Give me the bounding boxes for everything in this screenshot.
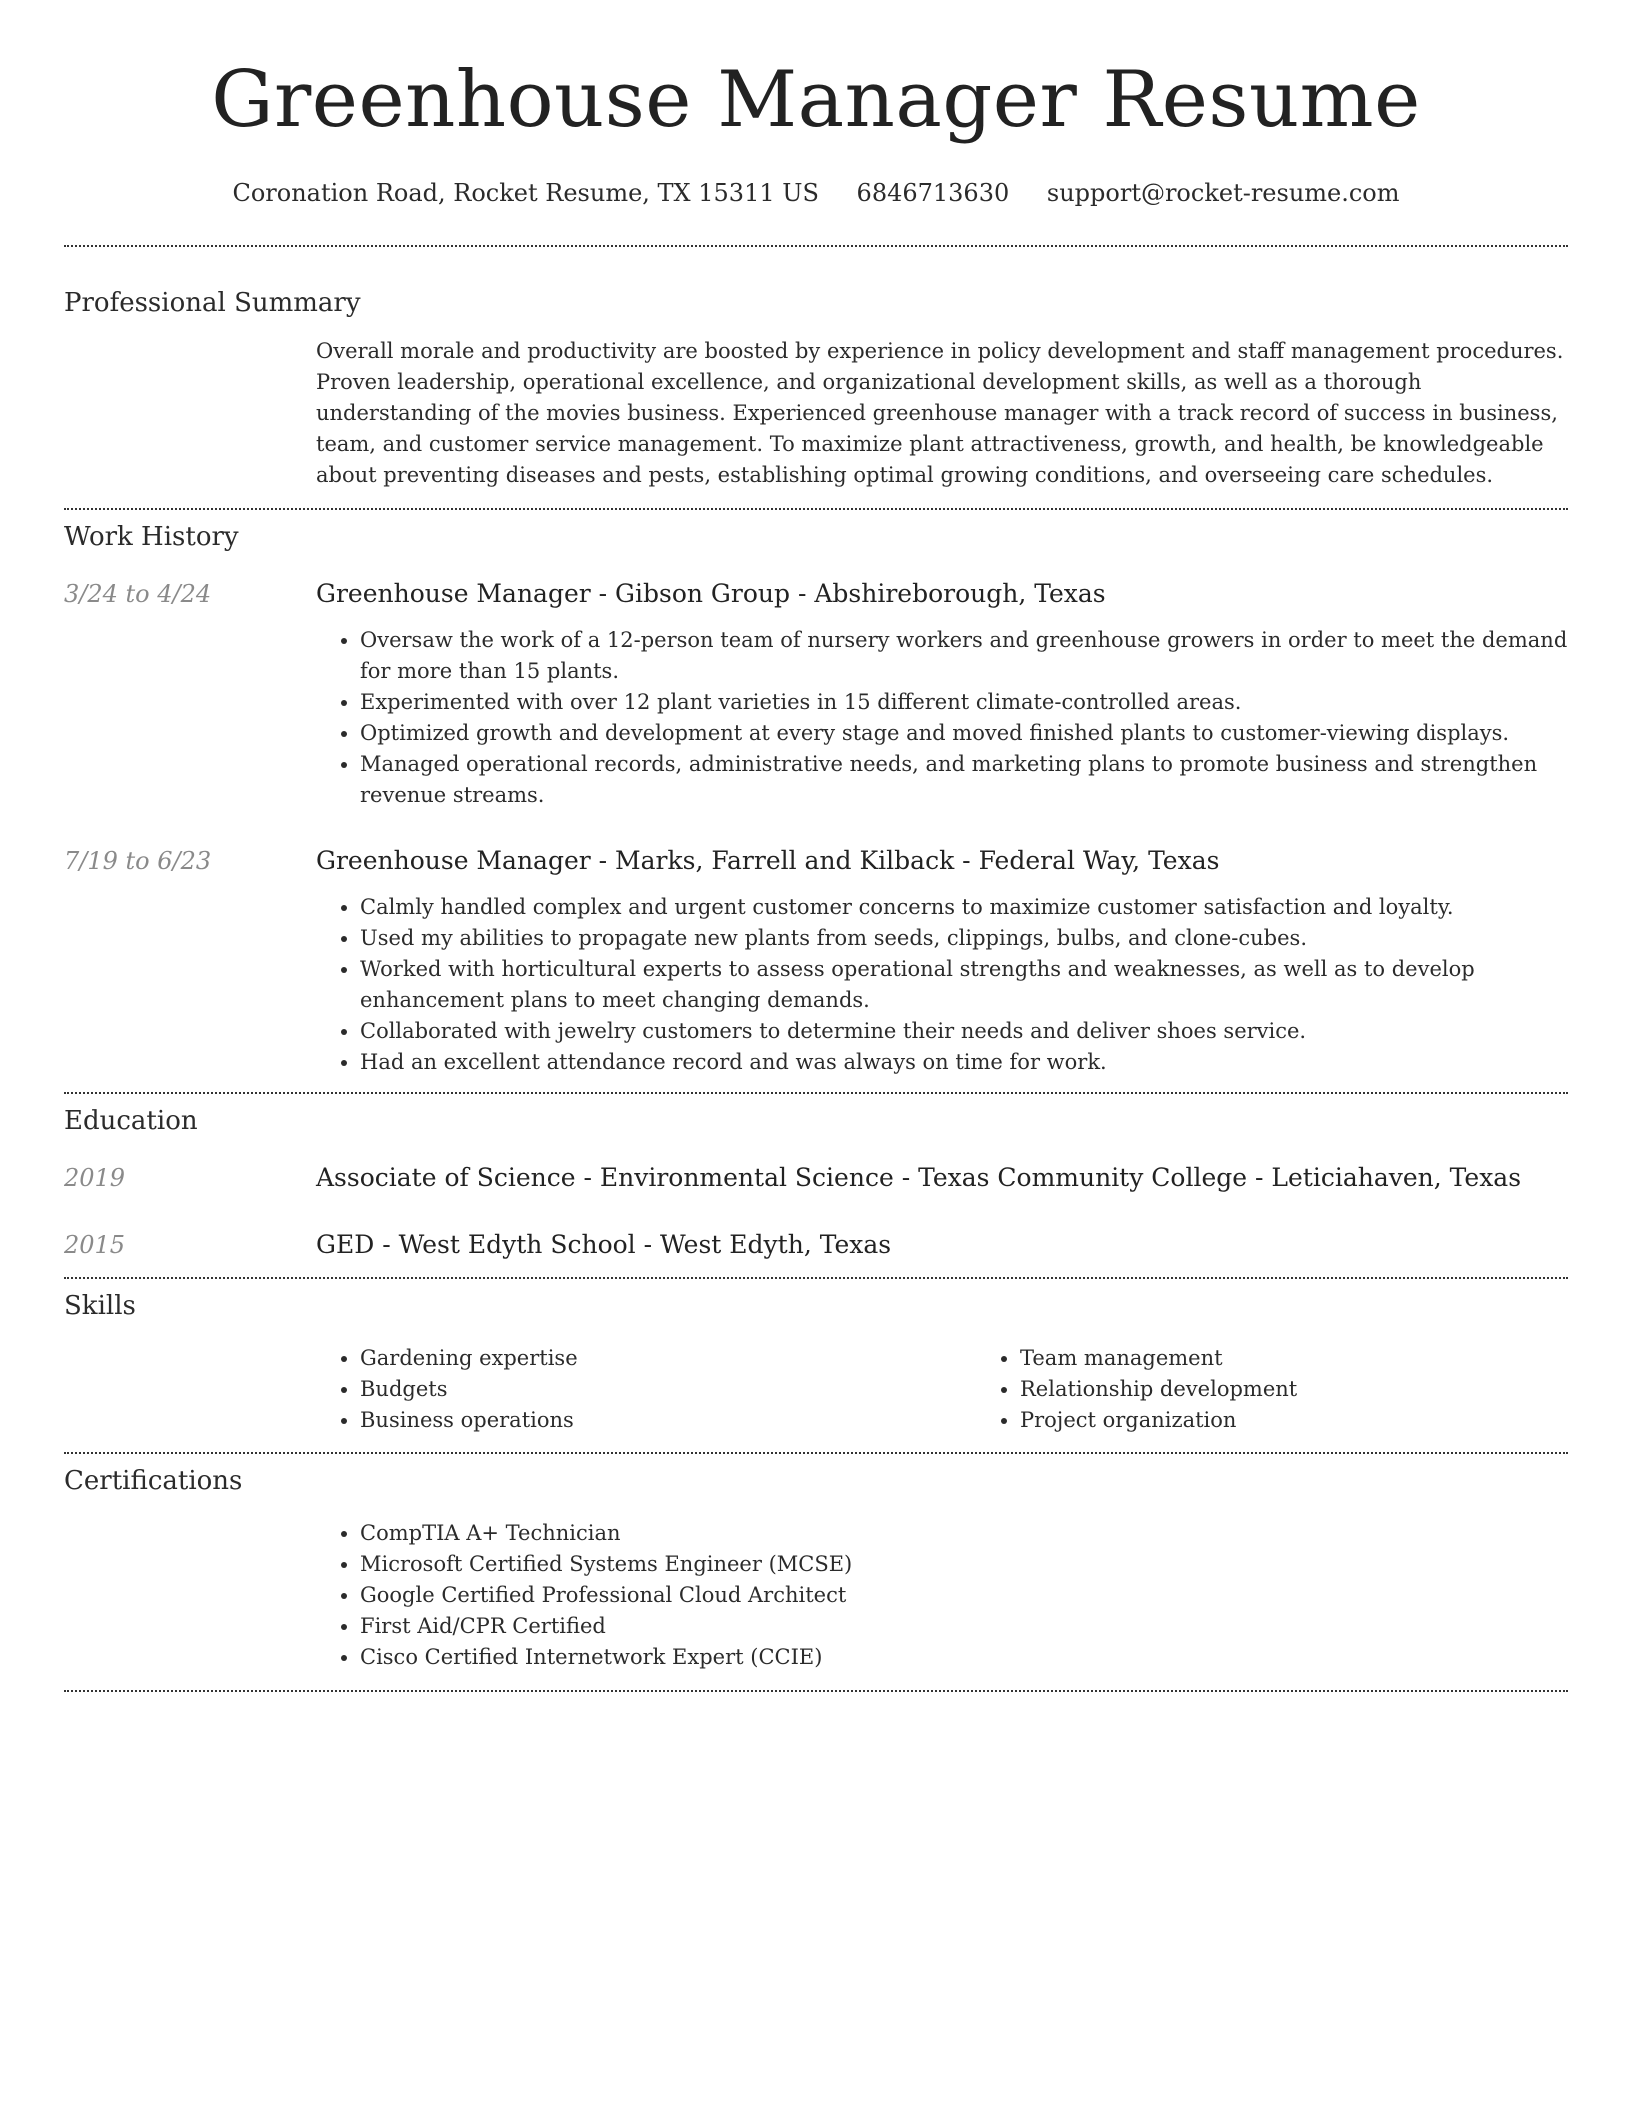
job-bullet: • Managed operational records, administrative needs, and marketing plans to promote business and strengthen revenue streams.	[360, 749, 1568, 811]
skills-heading: Skills	[64, 1291, 136, 1321]
job-bullet: • Calmly handled complex and urgent customer concerns to maximize customer satisfaction and loyalty.	[360, 892, 1568, 923]
job-title: Greenhouse Manager - Gibson Group - Abshireborough, Texas	[316, 579, 1106, 608]
education-entry	[64, 1161, 1568, 1195]
skills-section	[64, 1279, 1568, 1452]
skill-item: • Gardening expertise	[360, 1343, 976, 1374]
education-section	[64, 1094, 1568, 1277]
education-year: 2019	[64, 1164, 126, 1192]
contact-email: support@rocket-resume.com	[1046, 179, 1400, 207]
summary-heading: Professional Summary	[64, 288, 361, 318]
contact-line	[64, 176, 1568, 210]
summary-text: Overall morale and productivity are boosted by experience in policy development and staff management procedures. Proven leadership, operational excellence, and organizational development skills, as well as a thorough understanding of the movies business. Experienced greenhouse manager with a track record of success in business, team, and customer service management. To maximize plant attractiveness, growth, and health, be knowledgeable about preventing diseases and pests, establishing optimal growing conditions, and overseeing care schedules.	[316, 339, 1564, 487]
summary-section	[64, 247, 1568, 508]
certifications-list	[316, 1518, 1568, 1673]
job-entry	[64, 577, 1568, 811]
job-bullet: • Worked with horticultural experts to assess operational strengths and weaknesses, as well as to develop enhancement plans to meet changing demands.	[360, 954, 1568, 1016]
job-bullet: • Used my abilities to propagate new plants from seeds, clippings, bulbs, and clone-cubes.	[360, 923, 1568, 954]
skill-item: • Budgets	[360, 1374, 976, 1405]
education-year: 2015	[64, 1231, 126, 1259]
certification-item: • CompTIA A+ Technician	[360, 1518, 1568, 1549]
certification-item: • First Aid/CPR Certified	[360, 1611, 1568, 1642]
job-bullets	[316, 892, 1568, 1078]
certification-item: • Microsoft Certified Systems Engineer (MCSE)	[360, 1549, 1568, 1580]
certification-item: • Cisco Certified Internetwork Expert (CCIE)	[360, 1642, 1568, 1673]
skills-list-right	[976, 1343, 1632, 1436]
job-title: Greenhouse Manager - Marks, Farrell and Kilback - Federal Way, Texas	[316, 846, 1220, 875]
education-heading: Education	[64, 1106, 198, 1136]
job-entry	[64, 844, 1568, 1092]
job-bullet: • Experimented with over 12 plant varieties in 15 different climate-controlled areas.	[360, 687, 1568, 718]
job-bullet: • Optimized growth and development at every stage and moved finished plants to customer-viewing displays.	[360, 718, 1568, 749]
resume-title: Greenhouse Manager Resume	[211, 55, 1421, 145]
certifications-section	[64, 1454, 1568, 1690]
education-title: Associate of Science - Environmental Science - Texas Community College - Leticiahaven, Texas	[316, 1163, 1522, 1192]
work-history-section	[64, 510, 1568, 1092]
job-bullet: • Collaborated with jewelry customers to determine their needs and deliver shoes service.	[360, 1016, 1568, 1047]
job-bullets	[316, 625, 1568, 811]
skill-item: • Relationship development	[1020, 1374, 1632, 1405]
job-dates: 7/19 to 6/23	[64, 847, 212, 875]
certification-item: • Google Certified Professional Cloud Architect	[360, 1580, 1568, 1611]
skill-item: • Project organization	[1020, 1405, 1632, 1436]
certifications-heading: Certifications	[64, 1466, 243, 1496]
education-entry	[64, 1228, 1568, 1277]
contact-phone: 6846713630	[856, 179, 1010, 207]
contact-address: Coronation Road, Rocket Resume, TX 15311 US	[232, 179, 819, 207]
education-title: GED - West Edyth School - West Edyth, Texas	[316, 1230, 892, 1259]
job-dates: 3/24 to 4/24	[64, 580, 212, 608]
skill-item: • Team management	[1020, 1343, 1632, 1374]
divider	[64, 1690, 1568, 1692]
skills-list-left	[316, 1343, 976, 1436]
work-history-heading: Work History	[64, 522, 239, 552]
job-bullet: • Had an excellent attendance record and was always on time for work.	[360, 1047, 1568, 1078]
job-bullet: • Oversaw the work of a 12-person team of nursery workers and greenhouse growers in order to meet the demand for more than 15 plants.	[360, 625, 1568, 687]
skill-item: • Business operations	[360, 1405, 976, 1436]
